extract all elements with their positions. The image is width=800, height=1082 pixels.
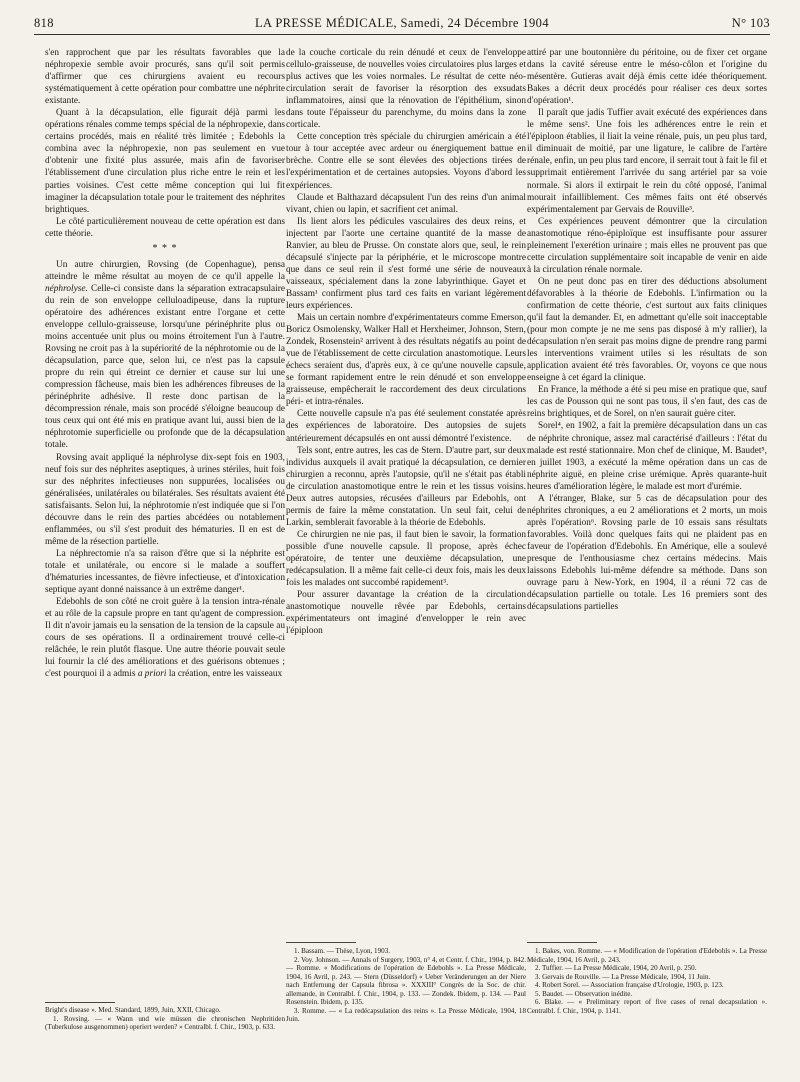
paragraph: A l'étranger, Blake, sur 5 cas de décapsulation pour des néphrites chroniques, a eu 2 améliorations et 2 morts, un mois après l'opération⁶. Rovsing parle de 10 essais sans résultats favorables. Voilà donc quelques faits qui ne plaident pas en faveur de l'opération d'Edebohls. En Amérique, elle a soulevé presque de l'enthousiasme chez certains médecins. Mais laissons Edebohls lui-même défendre sa méthode. Dans son ouvrage paru à New-York, en 1904, il a réuni 72 cas de décapsulation partielle ou totale. Les 16 premiers sont des décapsulations partielles — [527, 493, 767, 613]
footnote-rule — [286, 942, 356, 943]
running-header — [34, 14, 770, 35]
paragraph — [45, 259, 285, 452]
footnote: 3. Romme. — « La redécapsulation des reins ». La Presse Médicale, 1904, 18 Juin. — [286, 1006, 526, 1023]
footnotes-column-1 — [45, 1006, 285, 1032]
paragraph: Cette nouvelle capsule n'a pas été seulement constatée après des expériences de laboratoire. Des autopsies de sujets antérieurement décapsulés en ont aussi démontré l'existence. — [286, 409, 526, 444]
footnote: 4. Robert Sorel. — Association française d'Urologie, 1903, p. 123. — [535, 981, 724, 989]
footnote-rule — [45, 1002, 115, 1003]
paragraph: Tels sont, entre autres, les cas de Stern. D'autre part, sur deux individus auxquels il avait pratiqué la décapsulation, ce dernier chirurgien a reconnu, après l'autopsie, qu'il ne s'était pas établi de circulation anastomotique entre le rein et les tissus voisins. Deux autres autopsies, récusées d'ailleurs par Edebohls, ont permis de faire la même constatation. Un seul fait, celui de Larkin, semblerait favorable à la théorie de Edebohls. — [286, 445, 526, 528]
italic-term: a priori — [137, 669, 167, 680]
paragraph: de la couche corticale du rein dénudé et ceux de l'enveloppe cellulo-graisseuse, de nouvelles voies circulatoires plus larges et plus actives que les voies normales. Le résultat de cette néo-circulation serait de favoriser la résorption des exsudats inflammatoires, ainsi que la rénovation de l'épithélium, sinon dans toute l'épaisseur du parenchyme, du moins dans la zone corticale. — [286, 48, 526, 131]
footnote: 6. Blake. — « Preliminary report of five cases of renal decapsulation ». Centralbl. f. Chir., 1904, p. 1141. — [527, 998, 767, 1015]
paragraph: Sorel⁴, en 1902, a fait la première décapsulation dans un cas de néphrite chronique, assez mal caractérisé d'ailleurs : l'état du malade est resté stationnaire. Mon chef de clinique, M. Baudet⁵, en juillet 1903, a exécuté la même opération dans un cas de néphrite aiguë, en pleine crise urémique. Après quarante-huit heures d'amélioration légère, le malade est mort d'urémie. — [527, 421, 767, 492]
paragraph: Pour assurer davantage la création de la circulation anastomotique nouvelle rêvée par Edebohls, certains expérimentateurs ont imaginé d'envelopper le rein avec l'épiploon — [286, 590, 526, 637]
text-run: Edebohls de son côté ne croit guère à la tension intra-rénale et au rôle de la capsule propre en tant qu'agent de compression. Il dit n'avoir jamais eu la sensation de la tension de la capsule au cours de ses opérations. Il a ordinairement trouvé celle-ci relâchée, le rein plutôt flasque. Une autre théorie pouvait seule lui fournir la clé des améliorations et des guérisons obtenues ; c'est pourquoi il a admis — [45, 597, 285, 680]
footnote: 2. Tuffier. — La Presse Médicale, 1904, 20 Avril, p. 250. — [535, 964, 697, 972]
footnote-rule — [527, 942, 597, 943]
paragraph: Ils lient alors les pédicules vasculaires des deux reins, et injectent par l'aorte une certaine quantité de la masse de Ranvier, au bleu de Prusse. On constate alors que, seul, le rein décapsulé s'injecte par la périphérie, et le microscope montre que dans ce seul rein il s'est formé une série de nouveaux vaisseaux, spécialement dans la zone labyrinthique. Gayet et Bassam¹ confirment plus tard ces faits en variant légèrement leurs expériences. — [286, 216, 526, 311]
paragraph: En France, la méthode a été si peu mise en pratique que, sauf les cas de Pousson qui ne sont pas tous, il s'en faut, des cas de reins brightiques, et de Sorel, on n'en saurait guère citer. — [527, 385, 767, 420]
column-1 — [45, 47, 285, 680]
paragraph: attiré par une boutonnière du péritoine, ou de fixer cet organe dans la cavité séreuse entre le méso-côlon et l'origine du mésentère. Gutieras avait déjà émis cette idée théoriquement. Bakes a décrit deux procédés pour réaliser ces deux sortes d'opération¹. — [527, 48, 767, 107]
page-number: 818 — [34, 16, 54, 30]
column-3 — [527, 47, 767, 613]
paragraph: Le côté particulièrement nouveau de cette opération est dans cette théorie. — [45, 216, 285, 239]
text-run: la création, entre les vaisseaux — [166, 669, 283, 680]
footnote: 2. Voy. Johnson. — Annals of Surgery, 1903, n° 4, et Centr. f. Chir., 1904, p. 842. — Romme. « Modifications de l'opération de Edebohls ». La Presse Médicale, 1904, 16 Avril, p. 243. — Stern (Düsseldorf) « Ueber Veränderungen an der Niere nach Entfernung der Capsula fibrosa ». XXXIII° Congrès de la Soc. de chir. allemande, in Centralbl. f. Chir., 1904, p. 133. — Zondek. Ibidem, p. 134. — Paul Rosenstein. Ibidem, p. 135. — [286, 955, 526, 1006]
paragraph: Cette conception très spéciale du chirurgien américain a été tour à tour acceptée avec ardeur ou énergiquement battue en brèche. Contre elle se sont élevées des objections tirées de l'expérimentation et de certaines autopsies. Voyons d'abord les expériences. — [286, 132, 526, 191]
paragraph: Quant à la décapsulation, elle figurait déjà parmi les opérations rénales comme temps spécial de la néphropexie, dans certains procédés, mais en réalité très limitée ; Edebohls la combina avec la néphropexie, non pas seulement en vue d'obtenir une fixité plus assurée, mais afin de favoriser l'établissement d'une circulation plus riche entre le rein et les parties voisines. C'est cette même conception qui lui fit imaginer la décapsulation totale pour le traitement des néphrites brightiques. — [45, 108, 285, 215]
paragraph: Claude et Balthazard décapsulent l'un des reins d'un animal vivant, chien ou lapin, et sacrifient cet animal. — [286, 192, 526, 215]
column-2 — [286, 47, 526, 637]
footnote: 5. Baudet. — Observation inédite. — [535, 989, 633, 998]
footnotes-column-2 — [286, 947, 526, 1024]
paragraph: Ces expériences peuvent démontrer que la circulation anastomotique réno-épiploïque est insuffisante pour assurer pleinement l'exerétion urinaire ; mais elles ne prouvent pas que cette circulation supplémentaire soit incapable de venir en aide à la circulation rénale normale. — [527, 216, 767, 275]
paragraph: On ne peut donc pas en tirer des déductions absolument défavorables à la théorie de Edebohls. L'infirmation ou la confirmation de cette théorie, c'est surtout aux faits cliniques qu'il faut la demander. Et, en admettant qu'elle soit inacceptable (pour mon compte je ne me sens pas disposé à m'y rallier), la décapsulation n'en serait pas moins digne de prendre rang parmi les interventions vraiment utiles si les résultats de son application avaient été très favorables. Or, voyons ce que nous enseigne à cet égard la clinique. — [527, 276, 767, 384]
paragraph: s'en rapprochent que par les résultats favorables que la néphropexie semble avoir procurés, sans qu'il soit permis d'affirmer que ces chirurgiens avaient eu recours systématiquement à cette opération pour combattre une néphrite existante. — [45, 48, 285, 107]
footnote: 1. Bassam. — Thèse, Lyon, 1903. — [294, 947, 391, 955]
paragraph — [45, 596, 285, 680]
issue-number: N° 103 — [731, 16, 770, 30]
footnote: 1. Rovsing. — « Wann und wie müssen die chronischen Nephritiden (Tuberkulose ausgenommen) operiert werden? » Centralbl. f. Chir., 1903, p. 633. — [45, 1014, 285, 1031]
footnote: Bright's disease ». Med. Standard, 1899, Juin, XXII, Chicago. — [45, 1006, 221, 1014]
footnote: 1. Bakes, von. Romme. — « Modification de l'opération d'Edebohls ». La Presse Médicale, 1904, 16 Avril, p. 243. — [527, 947, 767, 964]
text-run: Un autre chirurgien, Rovsing (de Copenhague), pensa atteindre le même résultat au moyen de ce qu'il appelle la — [45, 259, 285, 282]
paragraph: Ce chirurgien ne nie pas, il faut bien le savoir, la formation possible d'une nouvelle capsule. Il propose, après échec opératoire, de tenter une deuxième décapsulation, une redécapsulation. Il a même fait celle-ci deux fois, mais les deux fois les malades ont succombé rapidement³. — [286, 529, 526, 589]
section-separator: * * * — [152, 242, 178, 254]
paragraph: La néphrectomie n'a sa raison d'être que si la néphrite est totale et unilatérale, ou encore si le malade a souffert d'hématuries incessantes, de fièvre infectieuse, et d'intoxication septique ayant donné naissance à un extrême danger¹. — [45, 548, 285, 596]
text-run: Celle-ci consiste dans la séparation extracapsulaire du rein de son enveloppe celluloadipeuse, dans la rupture opératoire des adhérences existant entre l'organe et cette enveloppe cellulo-graisseuse, lorsqu'une périnéphrite plus ou moins accentuée unit plus ou moins étroitement l'un à l'autre. Rovsing ne croit pas à la supériorité de la néphrotomie ou de la décapsulation, parce que, selon lui, ce n'est pas la capsule propre du rein qui étreint ce dernier et cause sur lui une compression fâcheuse, mais bien les adhérences fibreuses de la périnéphrite adhésive. Il reste donc partisan de la décompression rénale, mais son procédé s'éloigne beaucoup de tous ceux qui ont été mis en pratique avant lui, aussi bien de la néphrotomie superficielle ou profonde que de la décapsulation totale. — [45, 283, 285, 451]
paragraph: Rovsing avait appliqué la néphrolyse dix-sept fois en 1903, neuf fois sur des néphrites aseptiques, à urines stériles, huit fois sur des néphrites infectieuses non suppurées, localisées ou généralisées, unilatérales ou bilatérales. Ses résultats avaient été satisfaisants. Selon lui, la néphrotomie n'est indiquée que si l'on découvre dans le rein des parties abcédées ou notablement enflammées, ou s'il s'est produit des hématuries. Il en est de même de la résection partielle. — [45, 452, 285, 547]
italic-term: néphrolyse. — [45, 283, 88, 294]
journal-title: LA PRESSE MÉDICALE, Samedi, 24 Décembre 1904 — [255, 16, 549, 30]
paragraph: Il paraît que jadis Tuffier avait exécuté des expériences dans le même sens². Une fois les adhérences entre le rein et l'épiploon établies, il liait la veine rénale, puis, un peu plus tard, il diminuait de moitié, par une ligature, le calibre de l'artère rénale, enfin, un peu plus tard encore, il serrait tout à fait le fil et supprimait entièrement l'arrivée du sang artériel par sa voie normale. Si alors il extirpait le rein du côté opposé, l'animal mourait infailliblement. Ces mêmes faits ont été observés expérimentalement par Gervais de Rouville³. — [527, 108, 767, 215]
paragraph: Mais un certain nombre d'expérimentateurs comme Emerson, Boricz Osmolensky, Walker Hall et Herxheimer, Johnson, Stern, Zondek, Rosenstein² arrivent à des résultats négatifs au point de vue de l'établissement de cette circulation anastomotique. Leurs échecs seraient dus, d'après eux, à ce qu'une nouvelle capsule, se formant rapidement entre le rein dénudé et son enveloppe graisseuse, empêcherait le raccordement des deux circulations péri- et intra-rénales. — [286, 313, 526, 408]
footnote: 3. Gervais de Rouville. — La Presse Médicale, 1904, 11 Juin. — [535, 972, 711, 981]
footnotes-column-3 — [527, 947, 767, 1015]
